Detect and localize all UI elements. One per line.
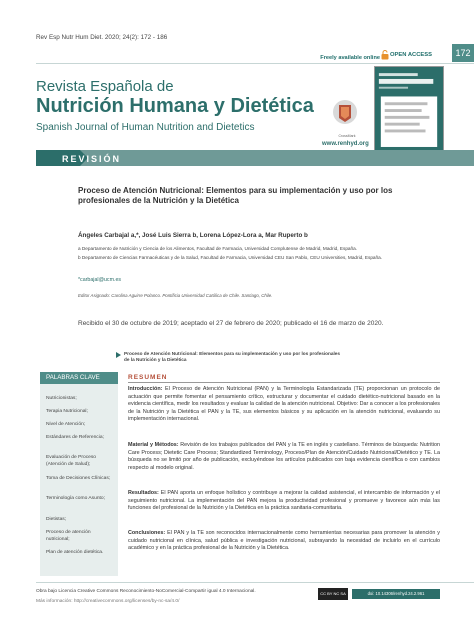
journal-english-title: Spanish Journal of Human Nutrition and Dietetics [36,122,255,133]
article-authors: Ángeles Carbajal a,*, José Luis Sierra b, Lorena López-Lora a, Mar Ruperto b [78,232,308,239]
article-title: Proceso de Atención Nutricional: Elementos para su implementación y uso por los profesionales de la Nutrición y la Dietética [78,186,393,205]
abstract-divider [128,382,440,383]
creative-commons-badge[interactable]: CC BY NC SA [318,588,348,600]
footer-divider [36,582,474,583]
methods-text: Revisión de los trabajos publicados del PAN y la TE en inglés y castellano. Términos de búsqueda: Nutrition Care Process; Dietetic Care Process; Standardized Terminology, Proceso/Plan de Atención/Cuidado Nutricional/Dietético y TE. La búsqueda no se limitó por año de publicación, excluyéndose los artículos publicados con baja evidencia científica o con cambios respecto al modelo original. [128,442,440,471]
header-divider [36,63,474,64]
article-dates: Recibido el 30 de octubre de 2019; aceptado el 27 de febrero de 2020; publicado el 16 de marzo de 2020. [78,320,384,327]
affiliation-b: b Departamento de Ciencias Farmacéuticas y de la Salud, Facultad de Farmacia, Universidad CEU San Pablo, CEU Universities, Madrid, España. [78,255,383,260]
affiliation-a: a Departamento de Nutrición y Ciencia de los Alimentos, Facultad de Farmacia, Universidad Complutense de Madrid, Madrid, España. [78,246,358,251]
results-label: Resultados: [128,490,159,496]
journal-title-line2: Nutrición Humana y Dietética [36,95,314,117]
journal-website-link[interactable]: www.renhyd.org [322,141,369,147]
keyword-item: Plan de atención dietética. [46,550,104,555]
doi-badge[interactable]: doi: 10.14306/renhyd.24.2.961 [352,589,440,599]
keyword-item: Evaluación de Proceso (Atención de Salud); [46,455,97,467]
running-title-arrow-icon [116,352,121,358]
journal-title-line1: Revista Española de [36,78,174,95]
keyword-item: Proceso de atención nutricional; [46,530,91,542]
keywords-heading: PALABRAS CLAVE [40,372,118,384]
keyword-item: Terminología como Asunto; [46,496,105,501]
methods-label: Material y Métodos: [128,442,179,448]
intro-label: Introducción: [128,386,163,392]
section-label: REVISIÓN [62,154,122,164]
open-access-label: OPEN ACCESS [390,52,432,58]
journal-cover-thumbnail[interactable] [374,66,444,158]
abstract-conclusions [128,530,440,553]
free-online-label: Freely available online [320,55,380,61]
keyword-item: Nivel de Atención; [46,422,86,427]
logo-caption: CrossMark [338,134,356,138]
abstract-results [128,490,440,513]
abstract-heading: RESUMEN [128,374,168,381]
license-text: Obra bajo Licencia Creative Commons Reconocimiento-NoComercial-Compartir igual 4.0 Internacional. [36,589,256,594]
assigned-editor: Editor Asignado: Carolina Aguirre Polanco. Pontificia Universidad Católica de Chile. Santiago, Chile. [78,293,273,298]
page-number: 172 [452,44,474,62]
corresponding-email[interactable]: *carbajal@ucm.es [78,277,122,283]
keyword-item: Terapia Nutricional; [46,409,88,414]
section-bar-right [80,150,474,166]
open-access-icon [381,50,389,60]
conclusions-text: El PAN y la TE son reconocidos internacionalmente como herramientas necesarias para promover la atención y cuidado nutricional en clínica, salud pública e investigación nutricional, subrayando la necesidad de incluirlo en el currículo académico y en la práctica profesional de la Nutrición y la Dietética. [128,530,440,552]
citation-line: Rev Esp Nutr Hum Diet. 2020; 24(2): 172 - 186 [36,34,168,41]
crossmark-logo[interactable] [330,98,360,132]
keyword-item: Nutricionistas; [46,396,77,401]
keyword-item: Estándares de Referencia; [46,435,104,440]
abstract-introduction [128,386,440,424]
license-link[interactable]: Más información: http://creativecommons.org/licenses/by-nc-sa/4.0/ [36,599,180,604]
conclusions-label: Conclusiones: [128,530,166,536]
running-title: Proceso de Atención Nutricional: Elementos para su implementación y uso por los profesionales de la Nutrición y la Dietética [124,351,341,363]
intro-text: El Proceso de Atención Nutricional (PAN) y la Terminología Estandarizada (TE) proporcionan un protocolo de actuación que permite fomentar el pensamiento crítico, estructurar y documentar el cuidado dietético-nutricional basado en la evidencia científica, medir los resultados y evaluar la calidad de la atención nutricional. Objetivo: Dar a conocer a los profesionales de la Nutrición y la Dietética el PAN y la TE, sus elementos básicos y su aplicación en la atención nutricional, evaluando su implementación internacional. [128,386,440,423]
results-text: El PAN aporta un enfoque holístico y contribuye a mejorar la calidad asistencial, el intercambio de información y el seguimiento nutricional. La implementación del PAN mejora la productividad profesional y promueve y favorece aún más las funciones del profesional de la Nutrición y la Dietética en la práctica sanitaria-comunitaria. [128,490,440,512]
keyword-item: Dietistas; [46,517,67,522]
keyword-item: Toma de Decisiones Clínicas; [46,476,111,481]
abstract-methods [128,442,440,472]
